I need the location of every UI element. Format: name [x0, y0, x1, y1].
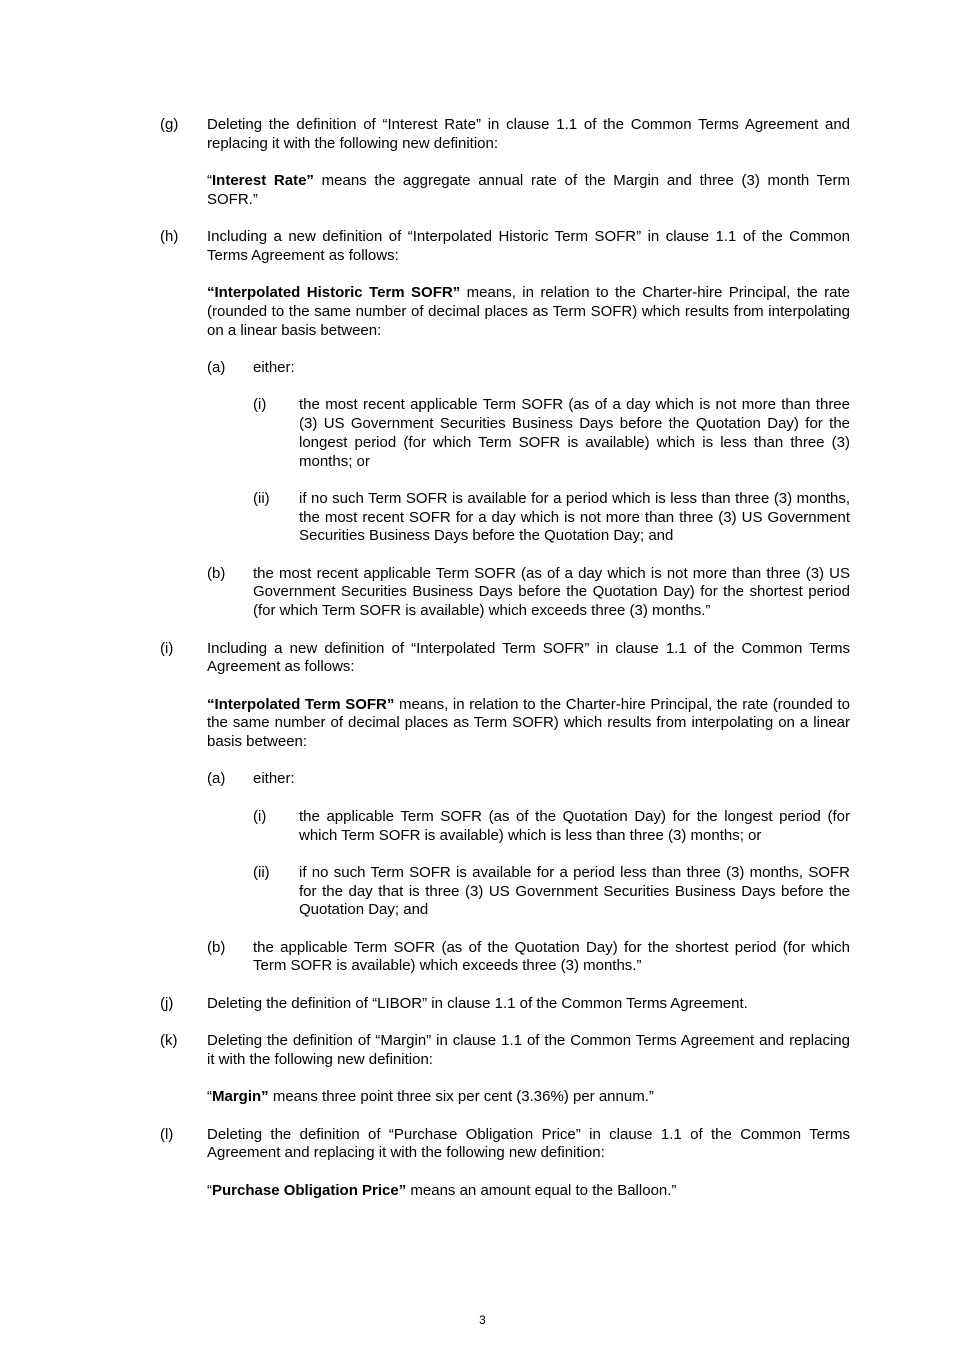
clause-text: Deleting the definition of “Purchase Obligation Price” in clause 1.1 of the Common Terms Agreement and replacing it with the following new definition:	[207, 1125, 850, 1162]
subclause-text: the most recent applicable Term SOFR (as of a day which is not more than three (3) US Government Securities Business Days before the Quotation Day) for the longest period (for which Term SOFR is available) which is less than three (3) months; or	[299, 396, 850, 470]
clause-label: (j)	[160, 994, 174, 1012]
clause-j	[160, 995, 850, 1014]
definition-text: means, in relation to the Charter-hire Principal, the rate (rounded to the same number of decimal places as Term SOFR) which results from interpolating on a linear basis between:	[207, 284, 850, 339]
defined-term: “Interpolated Historic Term SOFR”	[207, 284, 461, 302]
subclause-label: (ii)	[253, 489, 270, 507]
clause-text: Deleting the definition of “LIBOR” in clause 1.1 of the Common Terms Agreement.	[207, 994, 748, 1012]
subclause-label: (ii)	[253, 863, 270, 881]
defined-term: Margin”	[212, 1088, 269, 1106]
clause-label: (h)	[160, 228, 179, 246]
defined-term: Interest Rate”	[212, 172, 314, 190]
definition-text: means the aggregate annual rate of the Margin and three (3) month Term SOFR.”	[207, 172, 850, 208]
subclause-text: either:	[253, 770, 295, 788]
subclause-i	[253, 808, 850, 845]
subclause-label: (i)	[253, 396, 267, 414]
subclause-ii	[253, 490, 850, 546]
clause-label: (l)	[160, 1125, 174, 1143]
subclause-label: (i)	[253, 807, 267, 825]
clause-g	[160, 116, 850, 210]
clause-text: Including a new definition of “Interpolated Term SOFR” in clause 1.1 of the Common Terms Agreement as follows:	[207, 639, 850, 676]
defined-term: Purchase Obligation Price”	[212, 1181, 407, 1199]
subclause-b	[207, 939, 850, 976]
definition	[207, 1088, 850, 1107]
subclause-text: if no such Term SOFR is available for a period less than three (3) months, SOFR for the day that is three (3) US Government Securities Business Days before the Quotation Day; and	[299, 863, 850, 919]
subclause-text: the most recent applicable Term SOFR (as of a day which is not more than three (3) US Government Securities Business Days before the Quotation Day) for the shortest period (for which Term SOFR is available) which exceeds three (3) months.”	[253, 564, 850, 620]
subclause-label: (b)	[207, 938, 226, 956]
quote: “	[207, 172, 212, 190]
definition	[207, 172, 850, 209]
subclause-label: (a)	[207, 770, 226, 788]
page-number: 3	[479, 1313, 486, 1327]
subclause-i	[253, 396, 850, 471]
definition-text: means three point three six per cent (3.36%) per annum.”	[268, 1088, 654, 1106]
subclause-a	[207, 359, 850, 546]
definition-text: means an amount equal to the Balloon.”	[406, 1181, 677, 1199]
subclause-text: if no such Term SOFR is available for a period which is less than three (3) months, the most recent SOFR for a day which is not more than three (3) US Government Securities Business Days before the Quotation Day; and	[299, 489, 850, 545]
subclause-text: either:	[253, 359, 295, 377]
subclause-label: (b)	[207, 564, 226, 582]
clause-text: Deleting the definition of “Interest Rate” in clause 1.1 of the Common Terms Agreement and replacing it with the following new definition:	[207, 116, 850, 152]
subclause-text: the applicable Term SOFR (as of the Quotation Day) for the shortest period (for which Term SOFR is available) which exceeds three (3) months.”	[253, 938, 850, 975]
defined-term: “Interpolated Term SOFR”	[207, 695, 395, 713]
clause-h	[160, 228, 850, 621]
definition	[207, 1182, 850, 1201]
clause-label: (g)	[160, 116, 179, 133]
quote: “	[207, 1181, 212, 1199]
clause-text: Deleting the definition of “Margin” in clause 1.1 of the Common Terms Agreement and replacing it with the following new definition:	[207, 1032, 850, 1068]
subclause-ii	[253, 864, 850, 920]
clause-i	[160, 640, 850, 977]
subclause-a	[207, 770, 850, 920]
definition	[207, 696, 850, 752]
definition	[207, 284, 850, 340]
subclause-text: the applicable Term SOFR (as of the Quotation Day) for the longest period (for which Term SOFR is available) which is less than three (3) months; or	[299, 807, 850, 844]
subclause-label: (a)	[207, 359, 226, 377]
clause-label: (i)	[160, 639, 174, 657]
clause-text: Including a new definition of “Interpolated Historic Term SOFR” in clause 1.1 of the Common Terms Agreement as follows:	[207, 228, 850, 264]
subclause-b	[207, 565, 850, 621]
quote: “	[207, 1088, 212, 1106]
document-body	[160, 116, 850, 1219]
clause-label: (k)	[160, 1032, 178, 1050]
definition-text: means, in relation to the Charter-hire Principal, the rate (rounded to the same number of decimal places as Term SOFR) which results from interpolating on a linear basis between:	[207, 695, 850, 751]
clause-l	[160, 1126, 850, 1201]
clause-k	[160, 1032, 850, 1107]
